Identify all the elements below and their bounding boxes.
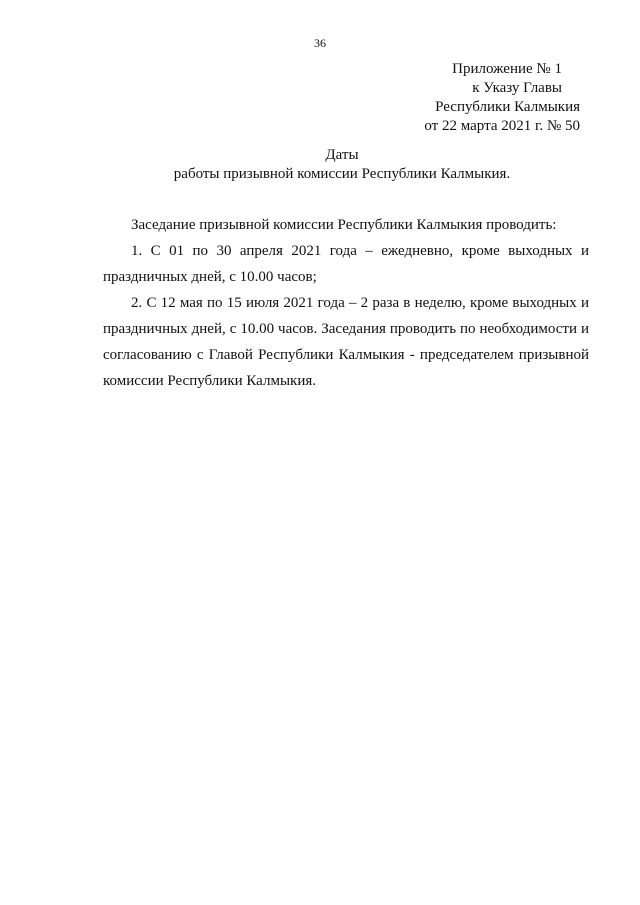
body-item-2: 2. С 12 мая по 15 июля 2021 года – 2 раза в неделю, кроме выходных и праздничных дней, с 10.00 часов. Заседания проводить по необходимости и согласованию с Главой Республики Калмыкия - председателем призывной комиссии Республики Калмыкия. [103,295,589,389]
appendix-decree-ref: к Указу Главы [472,80,562,96]
body-intro: Заседание призывной комиссии Республики Калмыкия проводить: [131,217,557,233]
page-number: 36 [314,36,326,50]
appendix-republic: Республики Калмыкия [435,99,580,115]
appendix-date-number: от 22 марта 2021 г. № 50 [424,118,580,134]
heading-title: Даты [325,147,359,163]
heading-subtitle: работы призывной комиссии Республики Калмыкия. [173,166,511,182]
document-heading [0,146,640,184]
appendix-block [320,60,580,136]
body-item-1: 1. С 01 по 30 апреля 2021 года – ежедневно, кроме выходных и праздничных дней, с 10.00 часов; [103,243,589,285]
appendix-title: Приложение № 1 [452,61,562,77]
document-body [103,212,589,394]
